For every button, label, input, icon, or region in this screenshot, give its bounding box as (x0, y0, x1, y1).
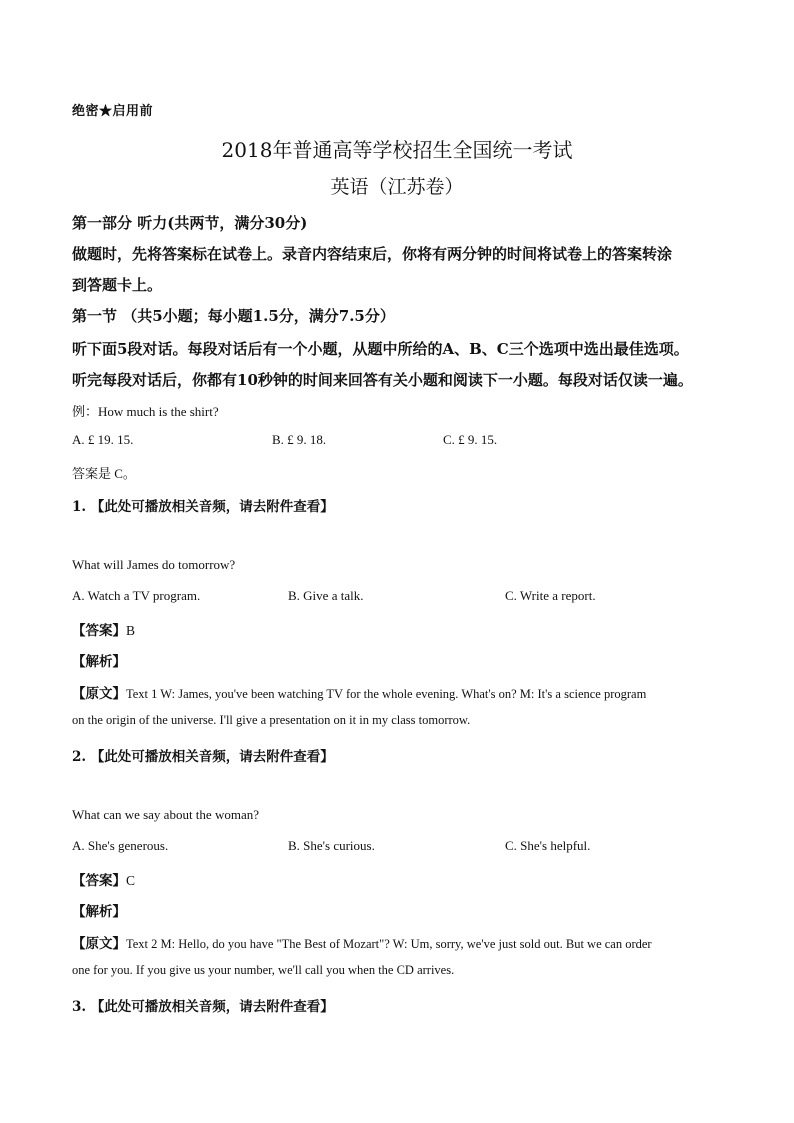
original-label: 【原文】 (72, 686, 126, 702)
q1-option-b: B. Give a talk. (288, 588, 364, 603)
q2-answer-row (72, 869, 135, 889)
example-answer: 答案是 C。 (72, 466, 136, 481)
q1-original-line1 (72, 682, 646, 702)
example-question: 例：How much is the shirt? (72, 404, 219, 419)
part1-instruction-line2: 到答题卡上。 (72, 276, 163, 294)
section1-instruction-line1: 听下面5段对话。每段对话后有一个小题，从题中所给的A、B、C三个选项中选出最佳选项。 (72, 340, 689, 358)
q2-option-c: C. She's helpful. (505, 838, 591, 853)
exam-subtitle: 英语（江苏卷） (330, 176, 464, 198)
q2-question: What can we say about the woman? (72, 807, 259, 822)
section1-heading: 第一节 （共5小题；每小题1.5分，满分7.5分） (72, 307, 395, 325)
q1-prompt-text: 1. 【此处可播放相关音频，请去附件查看】 (72, 499, 334, 515)
q3-prompt-text: 3. 【此处可播放相关音频，请去附件查看】 (72, 999, 334, 1015)
example-option-b: B. £ 9. 18. (272, 432, 327, 447)
q3-audio-prompt[interactable] (72, 995, 334, 1015)
q1-analysis-label: 【解析】 (72, 654, 126, 670)
q1-original-line2: on the origin of the universe. I'll give a presentation on it in my class tomorrow. (72, 713, 471, 727)
original-label: 【原文】 (72, 936, 126, 952)
q2-analysis-label: 【解析】 (72, 904, 126, 920)
q2-answer-value: C (126, 873, 136, 888)
answer-label: 【答案】 (72, 873, 126, 889)
q2-prompt-text: 2. 【此处可播放相关音频，请去附件查看】 (72, 749, 334, 765)
q1-question: What will James do tomorrow? (72, 557, 236, 572)
q2-original-line1 (72, 932, 652, 952)
q1-option-c: C. Write a report. (505, 588, 596, 603)
q1-answer-row (72, 619, 135, 639)
q1-option-a: A. Watch a TV program. (72, 588, 201, 603)
answer-label: 【答案】 (72, 623, 126, 639)
q2-original-text1: Text 2 M: Hello, do you have "The Best of Mozart"? W: Um, sorry, we've just sold out. But we can order (126, 937, 652, 951)
q2-audio-prompt[interactable] (72, 745, 334, 765)
example-option-a: A. £ 19. 15. (72, 432, 134, 447)
part1-heading: 第一部分 听力(共两节，满分30分) (72, 214, 308, 232)
q1-answer-value: B (126, 623, 136, 638)
q2-option-a: A. She's generous. (72, 838, 169, 853)
section1-instruction-line2: 听完每段对话后，你都有10秒钟的时间来回答有关小题和阅读下一小题。每段对话仅读一遍。 (72, 371, 693, 389)
q1-audio-prompt[interactable] (72, 495, 334, 515)
secret-mark: 绝密★启用前 (72, 104, 154, 119)
q1-original-text1: Text 1 W: James, you've been watching TV for the whole evening. What's on? M: It's a science program (126, 687, 647, 701)
q2-option-b: B. She's curious. (288, 838, 375, 853)
example-option-c: C. £ 9. 15. (443, 432, 498, 447)
q2-original-line2: one for you. If you give us your number, we'll call you when the CD arrives. (72, 963, 455, 977)
part1-instruction-line1: 做题时，先将答案标在试卷上。录音内容结束后，你将有两分钟的时间将试卷上的答案转涂 (72, 245, 673, 263)
exam-title: 2018年普通高等学校招生全国统一考试 (221, 138, 573, 162)
